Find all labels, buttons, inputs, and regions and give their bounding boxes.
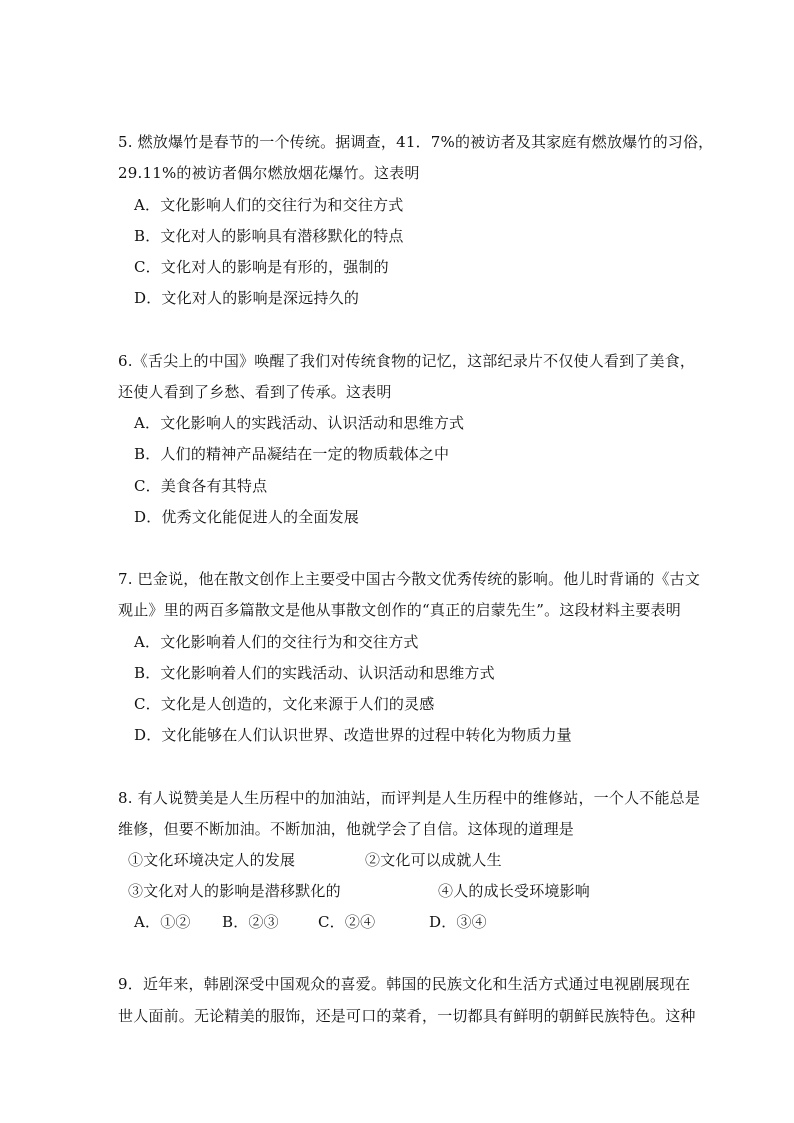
question-6-option-a: A．文化影响人的实践活动、认识活动和思维方式 [134,414,465,432]
question-7-option-c: C．文化是人创造的，文化来源于人们的灵感 [134,695,435,713]
question-8-choice-a: A．①② [134,913,191,931]
question-5-option-a: A．文化影响人们的交往行为和交往方式 [134,196,404,214]
question-7-option-d: D．文化能够在人们认识世界、改造世界的过程中转化为物质力量 [134,726,572,744]
question-5-stem-line-1: 5. 燃放爆竹是春节的一个传统。据调查，41．7%的被访者及其家庭有燃放爆竹的习俗， [118,133,714,151]
question-8-statement-1: ①文化环境决定人的发展 [128,851,296,869]
question-8-choice-b: B．②③ [222,913,279,931]
question-7-option-a: A．文化影响着人们的交往行为和交往方式 [134,633,419,651]
question-6-option-d: D．优秀文化能促进人的全面发展 [134,508,360,526]
question-5-option-b: B．文化对人的影响具有潜移默化的特点 [134,227,404,245]
question-8-choice-c: C．②④ [318,913,376,931]
question-6-option-b: B．人们的精神产品凝结在一定的物质载体之中 [134,445,450,463]
question-5-option-d: D．文化对人的影响是深远持久的 [134,289,360,307]
question-7-stem-line-2: 观止》里的两百多篇散文是他从事散文创作的“真正的启蒙先生”。这段材料主要表明 [118,601,681,619]
question-8-stem-line-2: 维修，但要不断加油。不断加油，他就学会了自信。这体现的道理是 [118,820,575,838]
question-8-statement-2: ②文化可以成就人生 [365,851,502,869]
question-5-option-c: C．文化对人的影响是有形的，强制的 [134,258,389,276]
question-5-stem-line-2: 29.11%的被访者偶尔燃放烟花爆竹。这表明 [118,164,420,182]
question-7-option-b: B．文化影响着人们的实践活动、认识活动和思维方式 [134,664,495,682]
question-8-stem-line-1: 8. 有人说赞美是人生历程中的加油站，而评判是人生历程中的维修站，一个人不能总是 [118,789,701,807]
question-6-stem-line-1: 6.《舌尖上的中国》唤醒了我们对传统食物的记忆，这部纪录片不仅使人看到了美食， [118,352,696,370]
question-8-choice-d: D．③④ [429,913,487,931]
question-9-stem-line-1: 9．近年来，韩剧深受中国观众的喜爱。韩国的民族文化和生活方式通过电视剧展现在 [118,975,691,993]
question-6-stem-line-2: 还使人看到了乡愁、看到了传承。这表明 [118,383,392,401]
question-9-stem-line-2: 世人面前。无论精美的服饰，还是可口的菜肴，一切都具有鲜明的朝鲜民族特色。这种 [118,1007,696,1025]
question-8-statement-4: ④人的成长受环境影响 [438,882,591,900]
question-6-option-c: C．美食各有其特点 [134,477,268,495]
question-7-stem-line-1: 7. 巴金说，他在散文创作上主要受中国古今散文优秀传统的影响。他儿时背诵的《古文 [118,570,701,588]
question-8-statement-3: ③文化对人的影响是潜移默化的 [128,882,341,900]
